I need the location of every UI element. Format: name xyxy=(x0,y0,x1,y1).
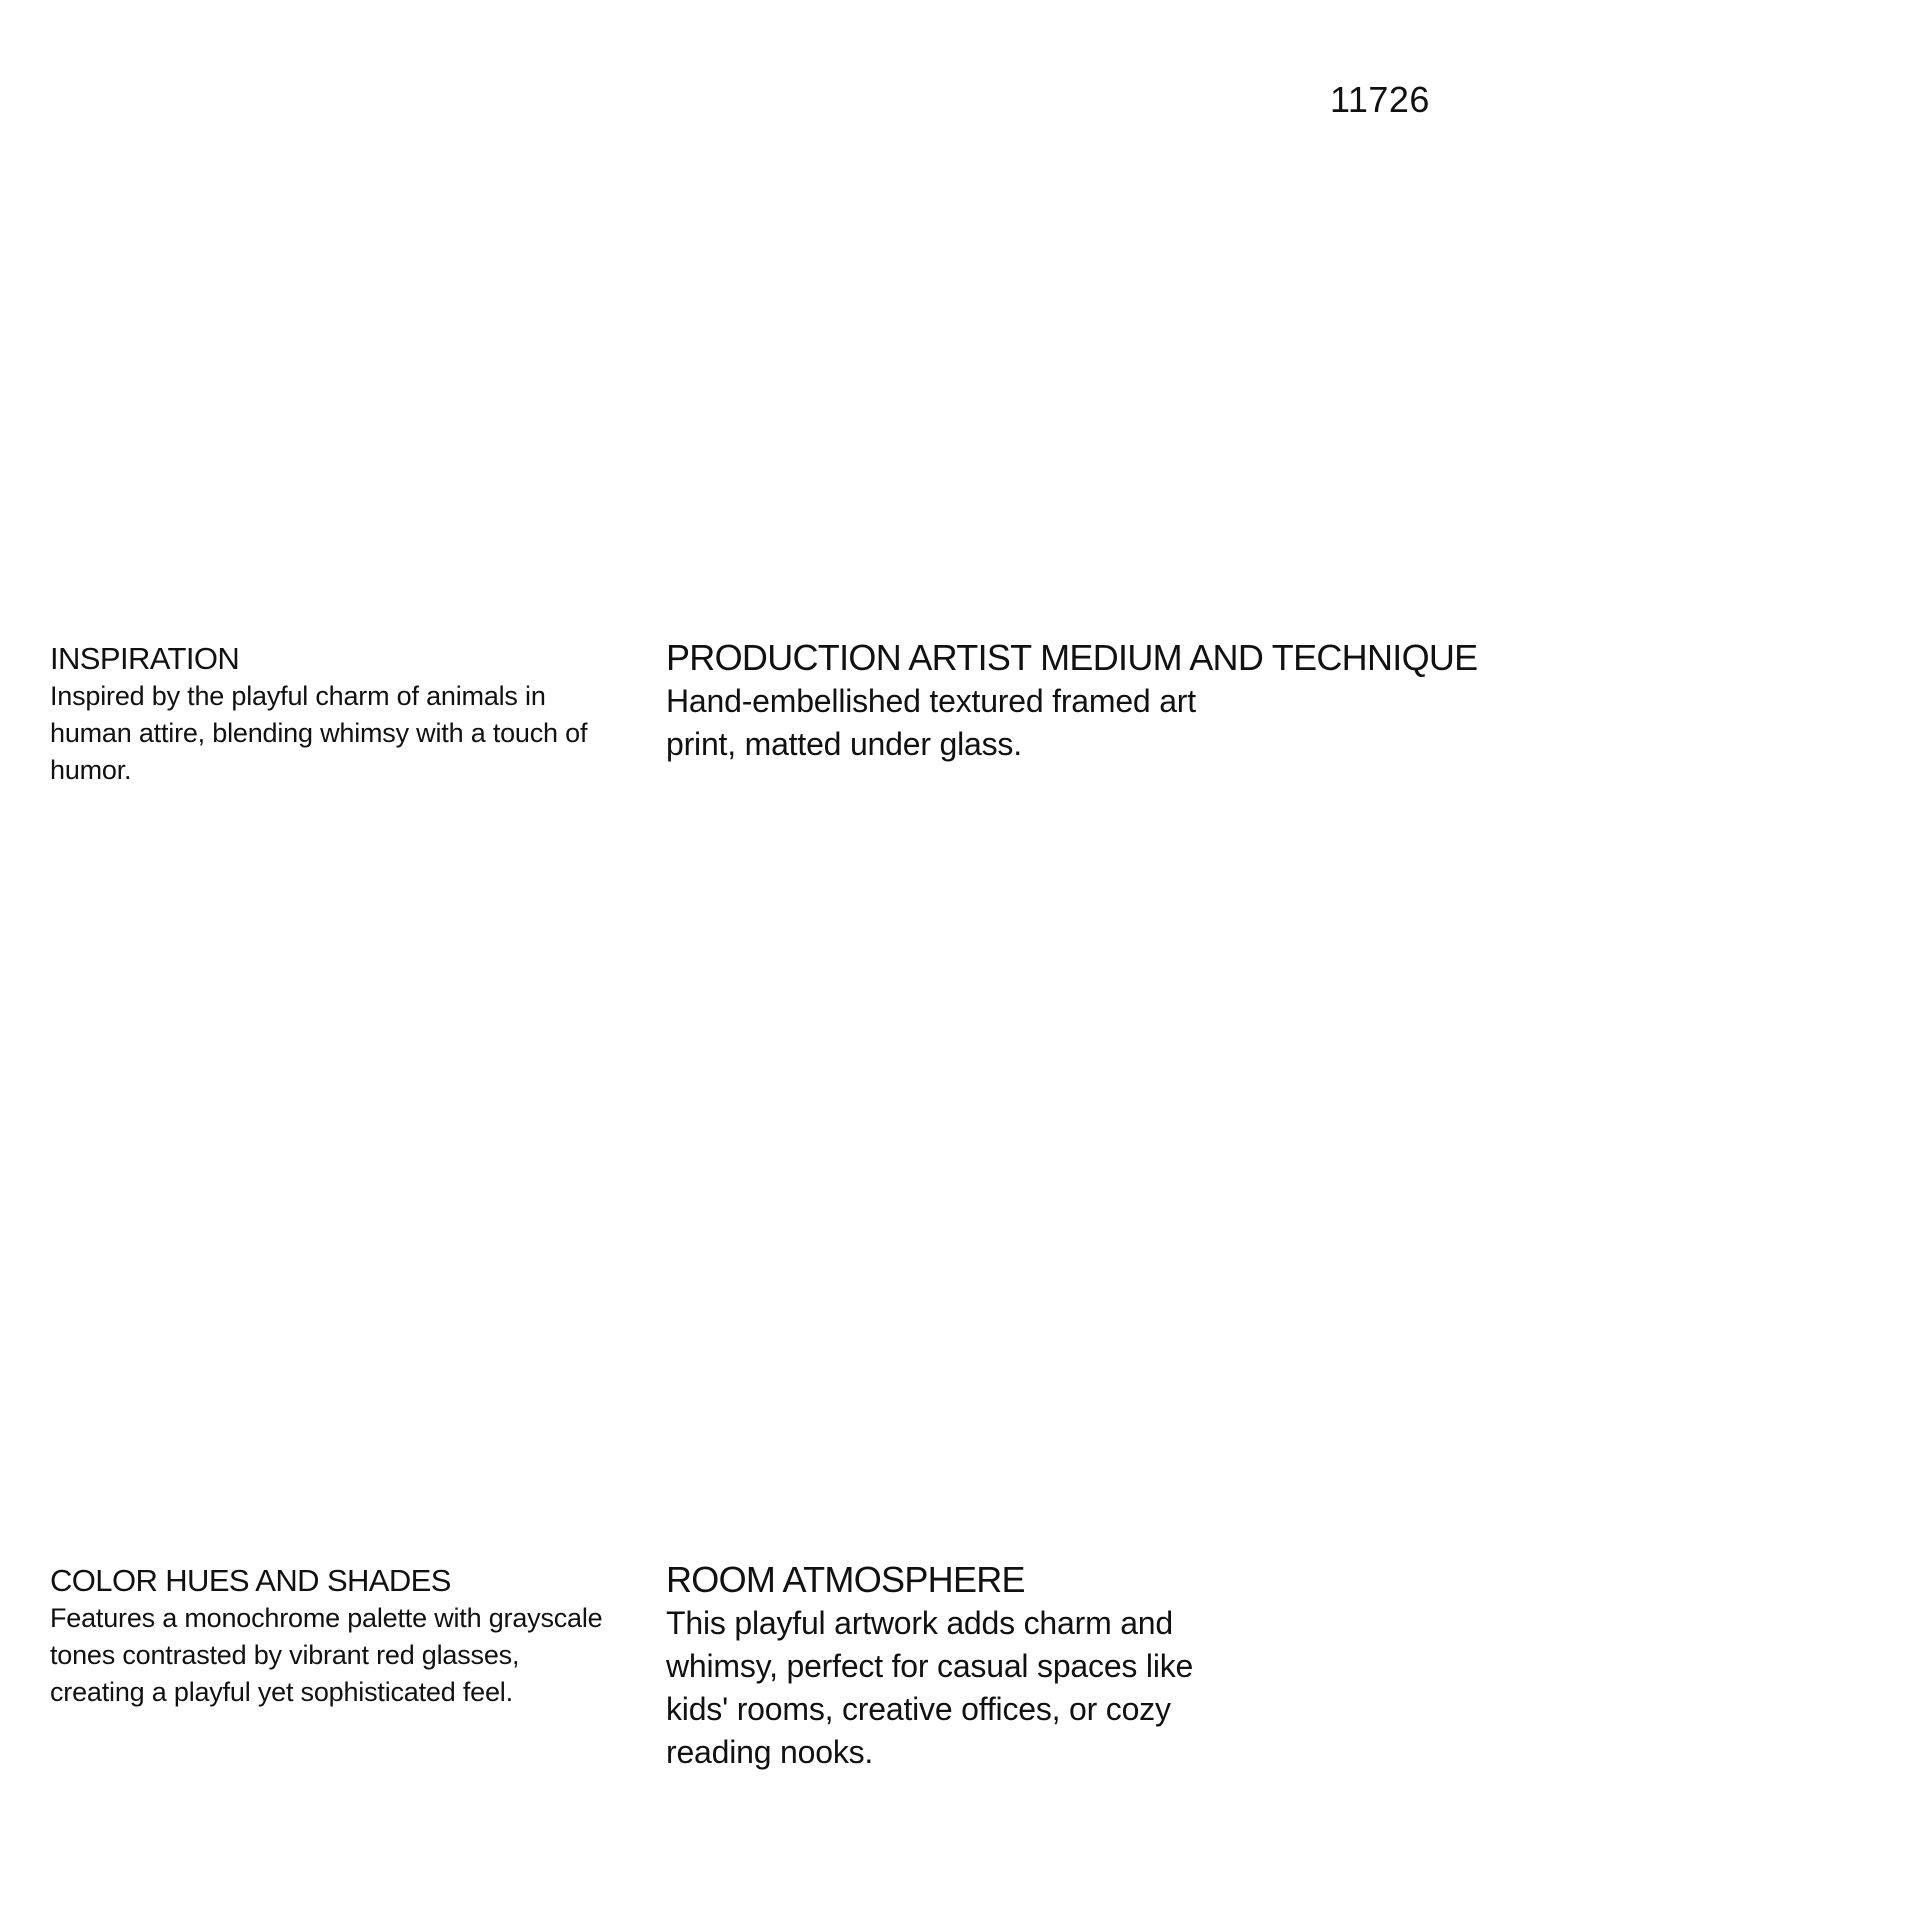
production-text: Hand-embellished textured framed art print, matted under glass. xyxy=(666,683,1196,762)
inspiration-section xyxy=(50,640,610,789)
color-section xyxy=(50,1562,610,1711)
inspiration-text: Inspired by the playful charm of animals in human attire, blending whimsy with a touch of humor. xyxy=(50,681,588,785)
room-atmosphere-section xyxy=(666,1558,1226,1774)
room-atmosphere-text: This playful artwork adds charm and whimsy, perfect for casual spaces like kids' rooms, creative offices, or cozy reading nooks. xyxy=(666,1605,1194,1770)
color-heading: COLOR HUES AND SHADES xyxy=(50,1563,451,1598)
room-atmosphere-heading: ROOM ATMOSPHERE xyxy=(666,1559,1025,1600)
production-section xyxy=(666,636,1526,766)
color-text: Features a monochrome palette with grayscale tones contrasted by vibrant red glasses, creating a playful yet sophisticated feel. xyxy=(50,1603,603,1707)
product-sku: 11726 xyxy=(1330,79,1430,120)
production-heading: PRODUCTION ARTIST MEDIUM AND TECHNIQUE xyxy=(666,637,1478,678)
inspiration-heading: INSPIRATION xyxy=(50,641,240,676)
